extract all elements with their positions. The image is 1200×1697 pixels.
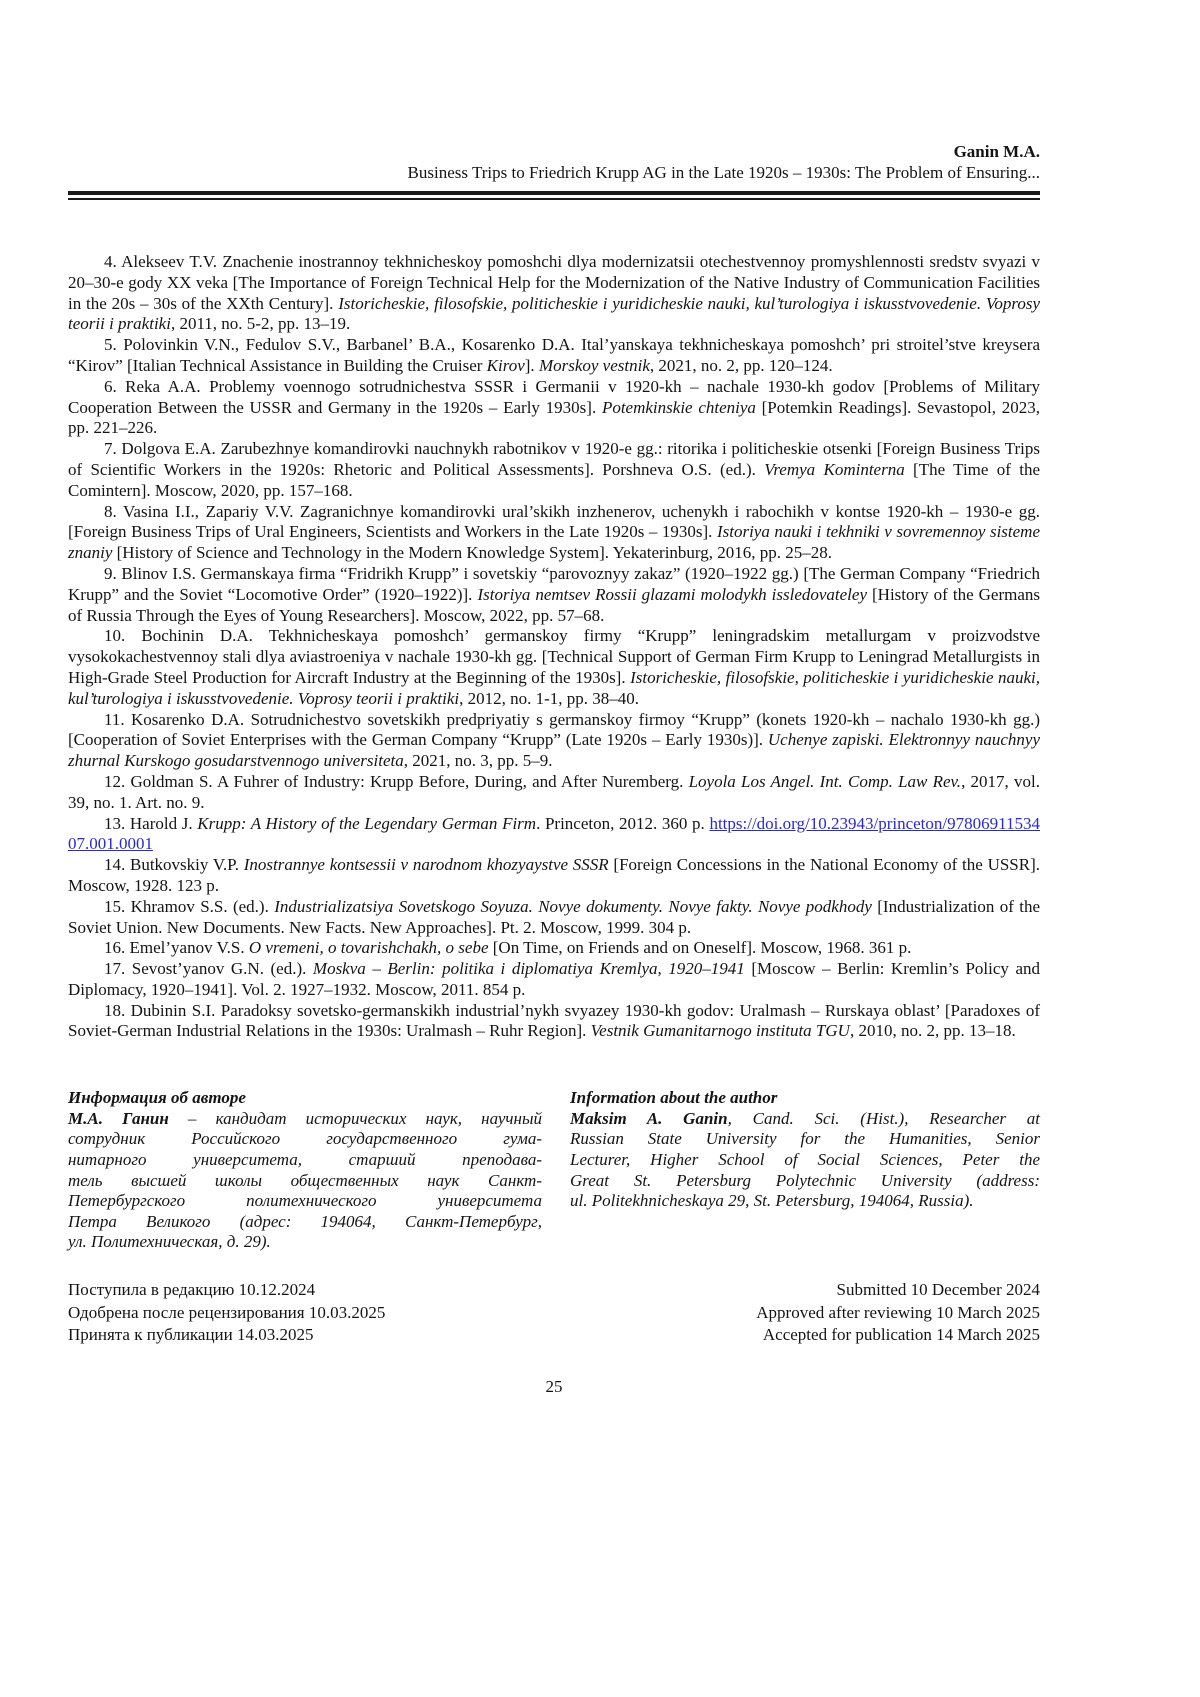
date-line: Approved after reviewing 10 March 2025 — [756, 1302, 1040, 1322]
running-header — [68, 141, 1040, 200]
reference-item — [68, 377, 1040, 439]
text-run: 9. Blinov I.S. Germanskaya firma “Fridrikh Krupp” i sovetskiy “parovoznyy zakaz” (1920–1922 gg.) [The German Company “Friedrich Krupp” and the Soviet “Locomotive Order” (1920–1922)]. — [68, 563, 1040, 604]
text-run: Great St. Petersburg Polytechnic University (address: — [570, 1170, 1040, 1190]
text-run: Петербургского политехнического университета — [68, 1191, 542, 1211]
text-run: [The Time of the Comintern]. Moscow, 2020, pp. 157–168. — [68, 459, 1041, 500]
reference-item — [68, 335, 1040, 377]
text-run: 8. Vasina I.I., Zapariy V.V. Zagranichnye komandirovki ural’skikh inzhenerov, uchenykh i rabochikh v kontse 1920-kh – 1930-e gg. [Foreign Business Trips of Ural Engineers, Scientists and Workers in the Late 1920s – 1930s]. — [68, 501, 1040, 542]
date-line: Submitted 10 December 2024 — [836, 1280, 1040, 1300]
references-list — [68, 252, 1040, 1042]
dates-section — [68, 1279, 1040, 1347]
text-run: , 2010, no. 2, pp. 13–18. — [849, 1021, 1016, 1041]
italic-text-run: Inostrannye kontsessii v narodnom khozyaystve SSSR — [243, 855, 609, 875]
header-article-title: Business Trips to Friedrich Krupp AG in the Late 1920s – 1930s: The Problem of Ensuring... — [407, 163, 1040, 182]
italic-text-run: Krupp: A History of the Legendary German Firm — [197, 813, 537, 833]
italic-text-run: Istoriya nauki i tekhniki v sovremennoy sisteme znaniy — [68, 522, 1040, 563]
text-run: , 2021, no. 3, pp. 5–9. — [403, 751, 553, 771]
author-info-line — [68, 1109, 542, 1130]
author-info-line — [68, 1129, 542, 1150]
text-run: сотрудник Российского государственного гума- — [68, 1129, 542, 1149]
dates-en — [756, 1279, 1040, 1347]
text-run: , 2017, vol. 39, no. 1. Art. no. 9. — [68, 771, 1040, 812]
text-run: Петра Великого (адрес: 194064, Санкт-Петербург, — [68, 1211, 542, 1231]
text-run: , 2011, no. 5-2, pp. 13–19. — [170, 314, 351, 334]
reference-item — [68, 938, 1040, 959]
author-info-line — [68, 1212, 542, 1233]
text-run: [On Time, on Friends and on Oneself]. Moscow, 1968. 361 p. — [488, 938, 912, 958]
reference-item — [68, 626, 1040, 709]
text-run: 18. Dubinin S.I. Paradoksy sovetsko-germanskikh industrial’nykh svyazey 1930-kh godov: Uralmash – Rurskaya oblast’ [Paradoxes of Soviet-German Industrial Relations in the 1930s: Uralmash – Ruhr Region]. — [68, 1000, 1040, 1041]
italic-text-run: O vremeni, o tovarishchakh, o sebe — [248, 938, 489, 958]
text-run: [Industrialization of the Soviet Union. New Documents. New Facts. New Approaches]. Pt. 2. Moscow, 1999. 304 p. — [68, 896, 1041, 937]
reference-item — [68, 897, 1040, 939]
text-run: 4. Alekseev T.V. Znachenie inostrannoy tekhnicheskoy pomoshchi dlya modernizatsii otechestvennoy promyshlennosti sredstv svyazi v 20–30-e gody XX veka [The Importance of Foreign Technical Help for the Modernization of the Native Industry of Communication Facilities in the 20s – 30s of the XXth Century]. — [68, 252, 1040, 313]
italic-text-run: Morskoy vestnik — [538, 355, 650, 375]
text-run: 11. Kosarenko D.A. Sotrudnichestvo sovetskikh predpriyatiy s germanskoy firmoy “Krupp” (konets 1920-kh – nachalo 1930-kh gg.) [Cooperation of Soviet Enterprises with the German Company “Krupp” (Late 1920s – Early 1930s)]. — [68, 709, 1040, 750]
text-run: ул. Политехническая, д. 29). — [68, 1232, 271, 1252]
reference-item — [68, 710, 1040, 772]
text-run: , Cand. Sci. (Hist.), Researcher at — [727, 1108, 1041, 1128]
text-run: Maksim A. Ganin — [570, 1108, 728, 1128]
text-run: 7. Dolgova E.A. Zarubezhnye komandirovki nauchnykh rabotnikov v 1920-e gg.: ritorika i politicheskie otsenki [Foreign Business Trips of Scientific Workers in the 1920s: Rhetoric and Political Assessments]. Porshneva O.S. (ed.). — [68, 439, 1040, 479]
text-run: ul. Politekhnicheskaya 29, St. Petersburg, 194064, Russia). — [570, 1191, 974, 1211]
text-block — [68, 0, 1040, 1397]
reference-item — [68, 502, 1040, 564]
italic-text-run: Vestnik Gumanitarnogo instituta TGU — [590, 1021, 850, 1041]
doi-link[interactable]: https://doi.org/10.23943/princeton/9780691153407.001.0001 — [68, 813, 1040, 854]
italic-text-run: Istoricheskie, filosofskie, politicheskie i yuridicheskie nauki, kul’turologiya i iskusstvovedenie. Voprosy teorii i praktiki — [68, 667, 1040, 708]
author-info-heading-ru: Информация об авторе — [68, 1088, 246, 1108]
column-gap — [542, 1088, 570, 1253]
author-info-line — [570, 1191, 1040, 1212]
text-run: , 2021, no. 2, pp. 120–124. — [649, 355, 833, 375]
text-run: – кандидат исторических наук, научный — [168, 1108, 542, 1128]
italic-text-run: Loyola Los Angel. Int. Comp. Law Rev. — [688, 771, 962, 791]
reference-item — [68, 564, 1040, 626]
author-info-body-ru — [68, 1109, 542, 1253]
author-info-line — [68, 1171, 542, 1192]
author-info-line — [570, 1129, 1040, 1150]
text-run: 13. Harold J. — [104, 813, 198, 833]
text-run: [History of the Germans of Russia Through the Eyes of Young Researchers]. Moscow, 2022, pp. 57–68. — [68, 584, 1041, 625]
author-info-line — [68, 1191, 542, 1212]
text-run: 12. Goldman S. A Fuhrer of Industry: Krupp Before, During, and After Nuremberg. — [104, 771, 689, 791]
reference-item — [68, 1001, 1040, 1043]
text-run: 17. Sevost’yanov G.N. (ed.). — [104, 959, 313, 979]
author-info-line — [570, 1109, 1040, 1130]
author-info-line — [570, 1171, 1040, 1192]
italic-text-run: Industrializatsiya Sovetskogo Soyuza. Novye dokumenty. Novye fakty. Novye podkhody — [274, 896, 872, 916]
italic-text-run: Potemkinskie chteniya — [601, 397, 756, 417]
text-run: ]. — [524, 355, 539, 375]
italic-text-run: Istoriya nemtsev Rossii glazami molodykh issledovateley — [477, 584, 867, 604]
italic-text-run: Moskva – Berlin: politika i diplomatiya Kremlya, 1920–1941 — [312, 959, 745, 979]
text-run: 16. Emel’yanov V.S. — [104, 938, 249, 958]
text-run: 10. Bochinin D.A. Tekhnicheskaya pomoshch’ germanskoy firmy “Krupp” leningradskim metallurgam v proizvodstve vysokokachestvennoy stali dlya aviastroeniya v nachale 1930-kh gg. [Technical Support of German Firm Krupp to Leningrad Metallurgists in High-Grade Steel Production for Aircraft Industry at the Beginning of the 1930s]. — [68, 626, 1040, 687]
text-run: [Potemkin Readings]. Sevastopol, 2023, pp. 221–226. — [68, 397, 1040, 438]
italic-text-run: Istoricheskie, filosofskie, politicheskie i yuridicheskie nauki, kul’turologiya i iskusstvovedenie. Voprosy teorii i praktiki — [68, 293, 1040, 334]
text-run: М.А. Ганин — [68, 1108, 169, 1128]
author-info-en — [570, 1088, 1040, 1253]
italic-text-run: Uchenye zapiski. Elektronnyy nauchnyy zhurnal Kurskogo gosudarstvennogo universiteta — [68, 730, 1040, 771]
text-run: . Princeton, 2012. 360 p. — [536, 813, 710, 833]
header-rule-thick — [68, 191, 1040, 195]
text-run: , 2012, no. 1-1, pp. 38–40. — [459, 688, 640, 708]
text-run: Lecturer, Higher School of Social Sciences, Peter the — [570, 1150, 1040, 1170]
author-info-section — [68, 1088, 1040, 1253]
author-info-heading-en: Information about the author — [570, 1088, 778, 1108]
italic-text-run: Kirov — [486, 355, 525, 375]
text-run: [Foreign Concessions in the National Economy of the USSR]. Moscow, 1928. 123 p. — [68, 855, 1041, 895]
date-line: Поступила в редакцию 10.12.2024 — [68, 1280, 316, 1300]
author-info-ru — [68, 1088, 542, 1253]
date-line: Одобрена после рецензирования 10.03.2025 — [68, 1302, 386, 1322]
reference-item — [68, 959, 1040, 1001]
text-run: 15. Khramov S.S. (ed.). — [104, 896, 275, 916]
reference-item — [68, 252, 1040, 335]
author-info-line — [68, 1150, 542, 1171]
author-info-line — [68, 1232, 542, 1253]
date-line: Accepted for publication 14 March 2025 — [762, 1325, 1040, 1345]
text-run: 5. Polovinkin V.N., Fedulov S.V., Barbanel’ B.A., Kosarenko D.A. Ital’yanskaya tekhnicheskaya pomoshch’ pri stroitel’stve kreysera “Kirov” [Italian Technical Assistance in Building the Cruiser — [68, 335, 1040, 375]
text-run: Russian State University for the Humanities, Senior — [570, 1129, 1040, 1149]
author-info-line — [570, 1150, 1040, 1171]
page-number: 25 — [545, 1376, 563, 1396]
text-run: нитарного университета, старший преподава- — [68, 1150, 542, 1170]
reference-item — [68, 814, 1040, 856]
reference-item — [68, 772, 1040, 814]
reference-item — [68, 439, 1040, 501]
text-run: [Moscow – Berlin: Kremlin’s Policy and Diplomacy, 1920–1941]. Vol. 2. 1927–1932. Moscow, 2011. 854 p. — [68, 959, 1040, 999]
text-run: 14. Butkovskiy V.P. — [104, 855, 244, 875]
reference-item — [68, 855, 1040, 897]
italic-text-run: Vremya Kominterna — [764, 459, 905, 479]
author-info-body-en — [570, 1109, 1040, 1212]
dates-ru — [68, 1279, 385, 1347]
date-line: Принята к публикации 14.03.2025 — [68, 1325, 314, 1345]
text-run: [History of Science and Technology in the Modern Knowledge System]. Yekaterinburg, 2016, pp. 25–28. — [112, 543, 833, 563]
text-run: тель высшей школы общественных наук Санкт- — [68, 1170, 542, 1190]
header-author: Ganin M.A. — [953, 142, 1040, 161]
text-run: 6. Reka A.A. Problemy voennogo sotrudnichestva SSSR i Germanii v 1920-kh – nachale 1930-kh godov [Problems of Military Cooperation Between the USSR and Germany in the 1920s – Early 1930s]. — [68, 376, 1040, 417]
header-rule-thin — [68, 198, 1040, 200]
